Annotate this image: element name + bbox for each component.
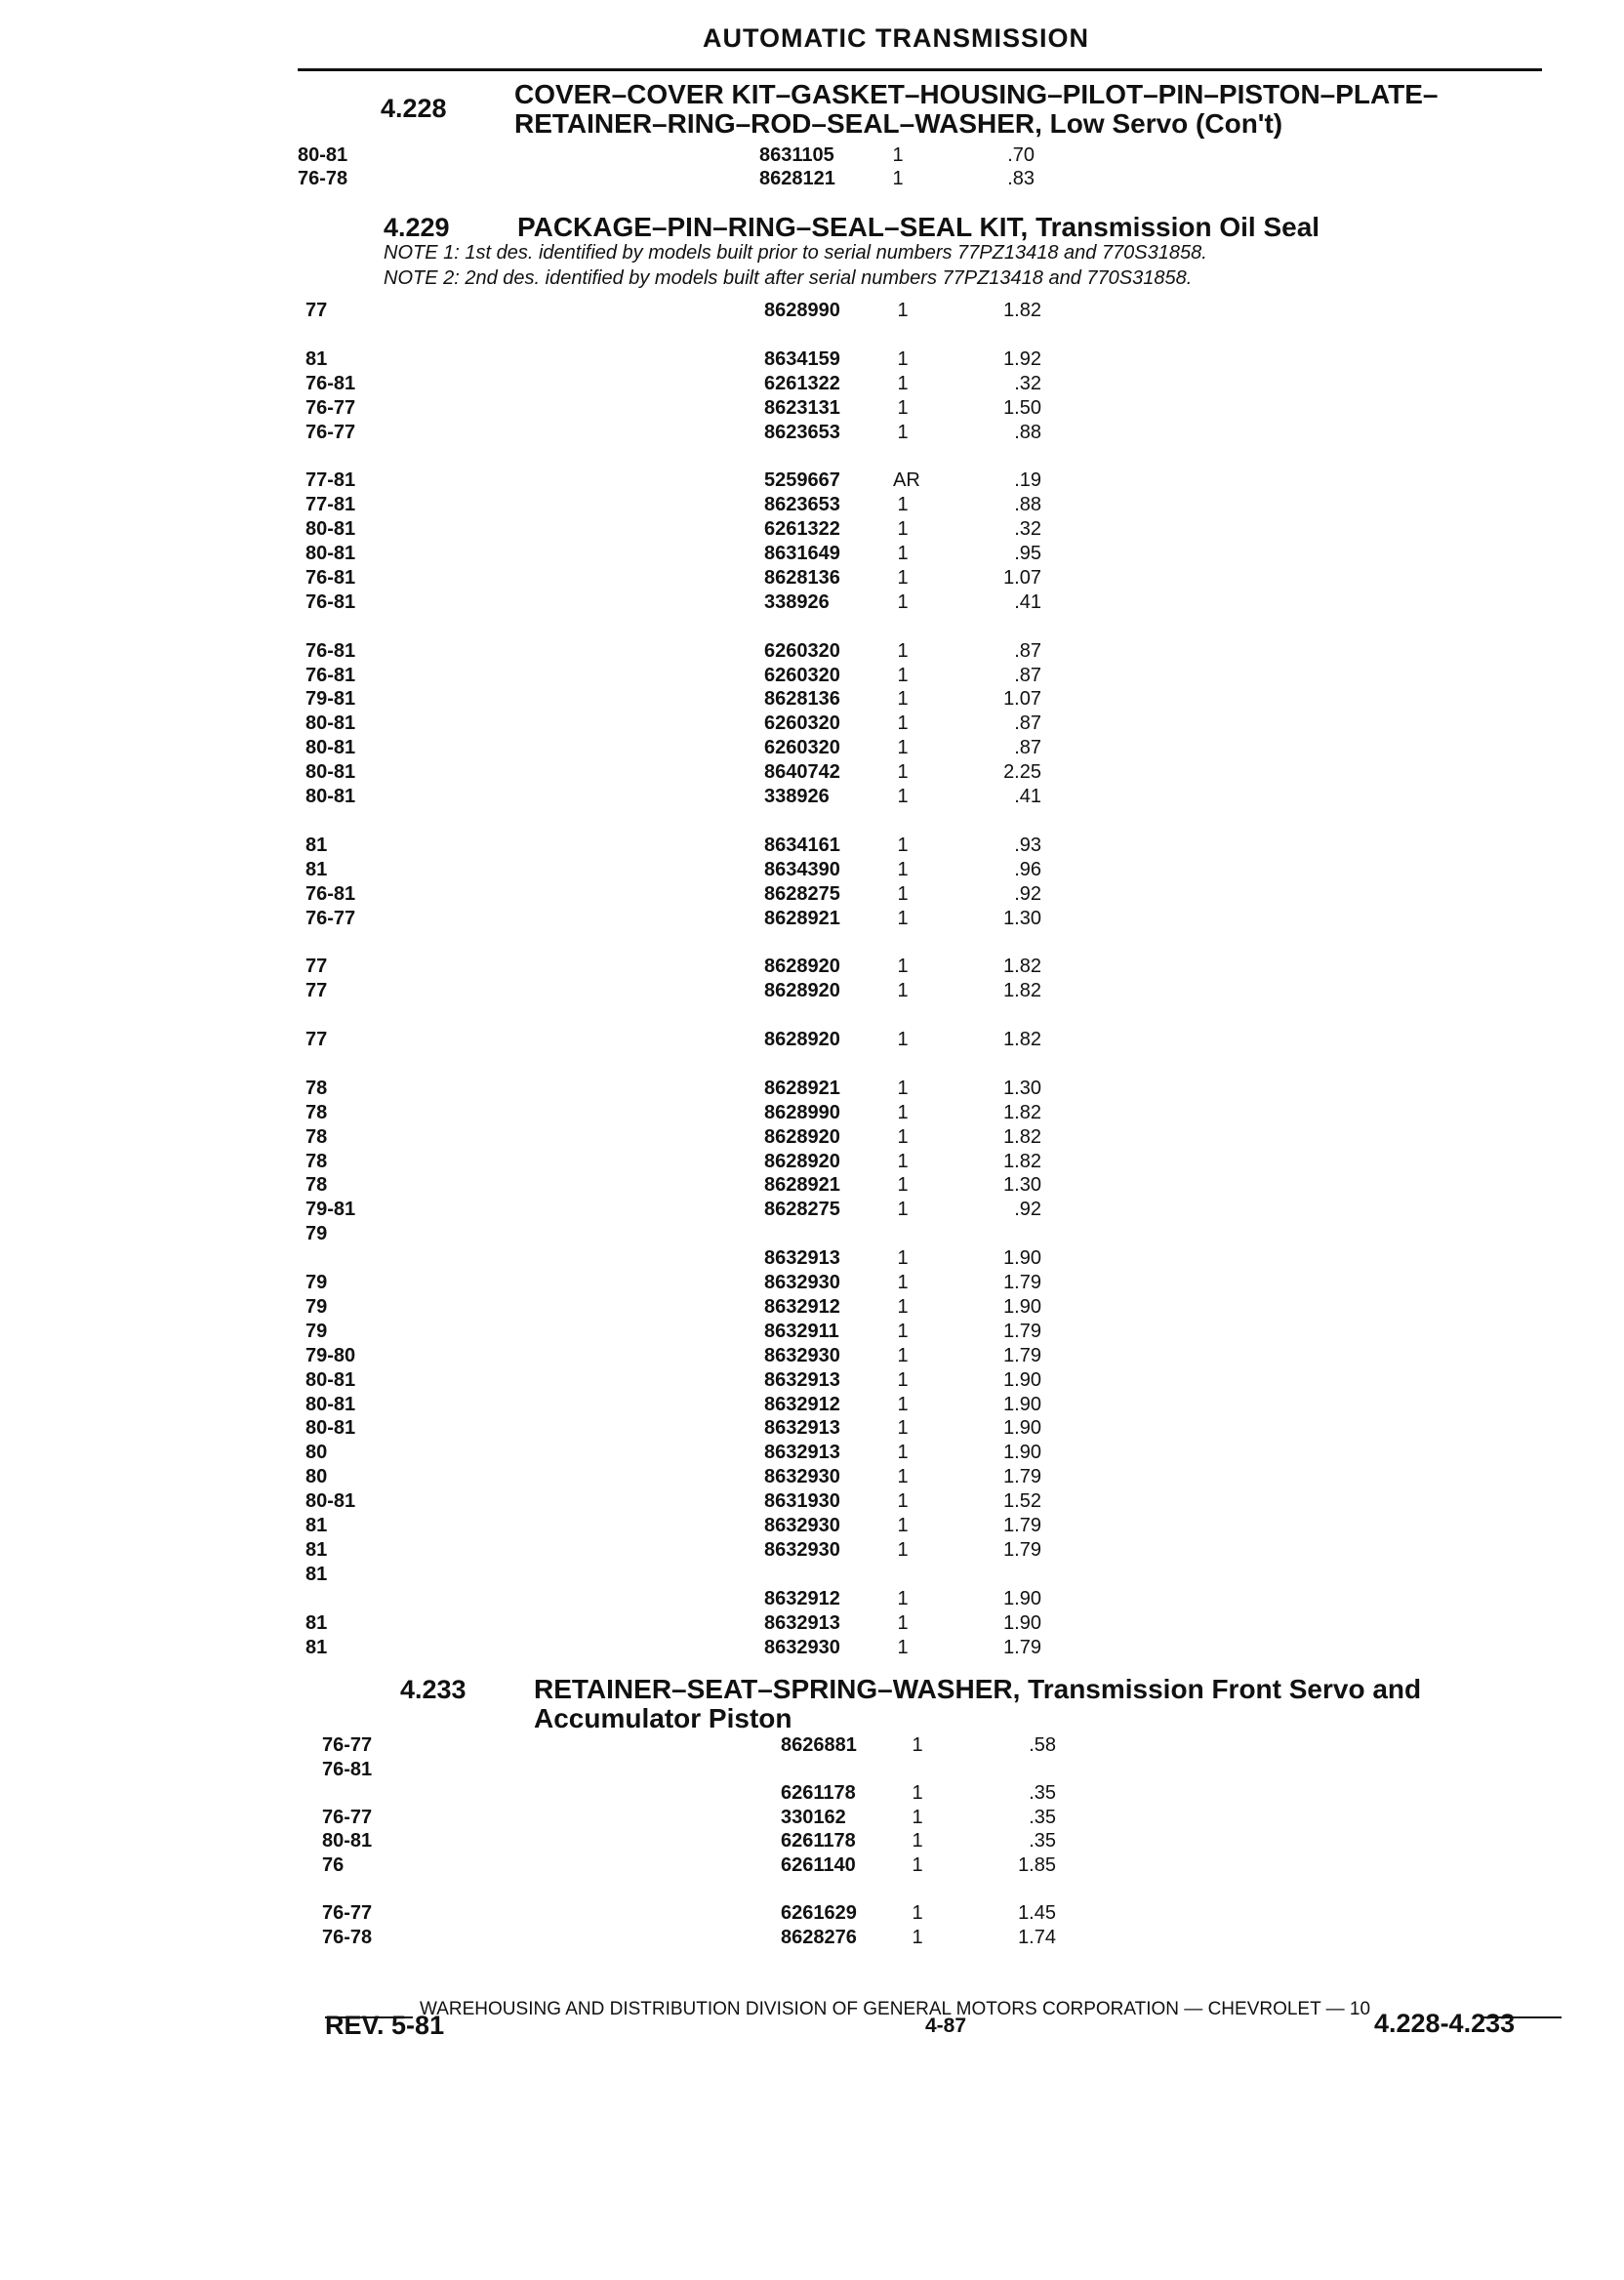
table-row [0, 1465, 1624, 1488]
price: 1.90 [1003, 1587, 1041, 1609]
table-row [0, 1150, 1624, 1173]
model-years: 80-81 [305, 543, 356, 564]
quantity: 1 [897, 1515, 909, 1536]
price: 1.79 [1003, 1272, 1041, 1293]
model-years: 76-81 [305, 372, 356, 394]
quantity: 1 [897, 518, 909, 541]
price: .32 [1014, 372, 1041, 394]
price: .87 [1014, 664, 1041, 686]
quantity: 1 [897, 590, 909, 613]
table-row [0, 1636, 1624, 1659]
section-4-229 [384, 213, 1555, 246]
part-number: 8628276 [781, 1926, 857, 1948]
table-row [0, 955, 1624, 978]
part-number: 5259667 [764, 469, 840, 492]
quantity: 1 [897, 372, 909, 394]
price: 1.82 [1003, 1150, 1041, 1172]
quantity: 1 [897, 786, 909, 807]
model-years: 78 [305, 1150, 328, 1172]
quantity: 1 [897, 1538, 909, 1561]
price: .41 [1014, 590, 1041, 613]
table-row [0, 1077, 1624, 1100]
price: 1.79 [1003, 1320, 1041, 1342]
model-years: 78 [305, 1174, 328, 1197]
quantity: 1 [897, 1101, 909, 1123]
model-years: 80-81 [305, 786, 356, 807]
price: .83 [1007, 168, 1035, 189]
table-row [0, 493, 1624, 516]
table-row [0, 167, 1624, 190]
part-number: 8623131 [764, 396, 840, 419]
table-row [0, 639, 1624, 663]
table-row [0, 396, 1624, 420]
quantity: 1 [897, 882, 909, 905]
quantity: 1 [897, 712, 909, 735]
price: .58 [1029, 1734, 1056, 1756]
part-number: 8628990 [764, 1101, 840, 1123]
quantity: 1 [897, 421, 909, 443]
part-number: 338926 [764, 590, 830, 613]
model-years: 76-77 [322, 1734, 373, 1756]
model-years: 81 [305, 858, 328, 880]
table-row [0, 834, 1624, 857]
model-years: 80-81 [305, 712, 356, 735]
table-row [0, 907, 1624, 930]
table-row [0, 1295, 1624, 1319]
price: .87 [1014, 712, 1041, 735]
revision-label: REV. 5-81 [325, 2011, 445, 2040]
part-number: 8632930 [764, 1272, 840, 1293]
part-number: 8628136 [764, 566, 840, 589]
section-4-233 [400, 1675, 1571, 1737]
table-row [0, 566, 1624, 590]
table-row [0, 1563, 1624, 1609]
table-row [0, 517, 1624, 541]
price: .35 [1029, 1806, 1056, 1828]
price: 1.30 [1003, 907, 1041, 929]
price: 1.82 [1003, 980, 1041, 1002]
part-number: 8628921 [764, 907, 840, 929]
table-row [0, 1926, 1624, 1949]
model-years: 76-81 [305, 590, 356, 613]
price: 1.45 [1018, 1902, 1056, 1925]
part-number: 8628920 [764, 1029, 840, 1050]
price: .88 [1014, 494, 1041, 516]
part-number: 8628920 [764, 1125, 840, 1148]
quantity: 1 [897, 1636, 909, 1658]
part-number: 8628921 [764, 1077, 840, 1099]
section-number: 4.233 [400, 1675, 467, 1704]
price: 1.82 [1003, 956, 1041, 978]
part-number: 8628990 [764, 300, 840, 321]
part-number: 6260320 [764, 737, 840, 759]
model-years: 80-81 [305, 1368, 356, 1391]
quantity: 1 [897, 1417, 909, 1440]
quantity: AR [893, 469, 920, 492]
part-number: 6261178 [781, 1782, 856, 1805]
quantity: 1 [897, 543, 909, 564]
part-number: 8632911 [764, 1320, 839, 1342]
part-number: 8632930 [764, 1515, 840, 1536]
part-number: 6261178 [781, 1830, 856, 1852]
model-years: 80-81 [305, 518, 356, 541]
table-row [0, 785, 1624, 808]
price: .87 [1014, 737, 1041, 759]
quantity: 1 [897, 1199, 909, 1221]
part-number: 8628920 [764, 980, 840, 1002]
quantity: 1 [912, 1830, 923, 1852]
section-range: 4.228-4.233 [1374, 2009, 1516, 2038]
quantity: 1 [897, 907, 909, 929]
part-number: 8628920 [764, 956, 840, 978]
table-row [0, 1271, 1624, 1294]
part-number: 338926 [764, 786, 830, 807]
model-years: 76-81 [305, 882, 356, 905]
price: 1.79 [1003, 1344, 1041, 1366]
price: 1.79 [1003, 1466, 1041, 1488]
model-years: 78 [305, 1077, 328, 1099]
model-years: 76 [322, 1854, 345, 1876]
part-number: 8634161 [764, 834, 840, 856]
quantity: 1 [897, 300, 909, 321]
part-number: 8632913 [764, 1417, 840, 1440]
price: 1.82 [1003, 300, 1041, 321]
quantity: 1 [897, 858, 909, 880]
quantity: 1 [897, 1174, 909, 1197]
quantity: 1 [897, 1150, 909, 1172]
price: 1.92 [1003, 347, 1041, 370]
quantity: 1 [912, 1926, 923, 1948]
quantity: 1 [897, 980, 909, 1002]
model-years: 81 [305, 1563, 328, 1585]
table-row [0, 1611, 1624, 1635]
model-years: 77 [305, 956, 328, 978]
model-years: 79-81 [305, 688, 356, 711]
price: .95 [1014, 543, 1041, 564]
table-row [0, 421, 1624, 444]
model-years: 81 [305, 1515, 328, 1536]
quantity: 1 [897, 1442, 909, 1464]
table-row [0, 299, 1624, 322]
table-row [0, 858, 1624, 881]
price: 1.07 [1003, 566, 1041, 589]
price: 2.25 [1003, 761, 1041, 784]
part-number: 8631105 [759, 144, 834, 166]
model-years: 77 [305, 1029, 328, 1050]
part-number: 8632913 [764, 1247, 840, 1270]
price: 1.90 [1003, 1247, 1041, 1270]
model-years: 78 [305, 1101, 328, 1123]
model-years: 81 [305, 347, 328, 370]
footer-division: WAREHOUSING AND DISTRIBUTION DIVISION OF GENERAL MOTORS CORPORATION — CHEVROLET — 10 [420, 1999, 1371, 2019]
section-4-228 [381, 80, 1552, 142]
table-row [0, 1489, 1624, 1513]
part-number: 8632913 [764, 1368, 840, 1391]
part-number: 6261322 [764, 518, 840, 541]
part-number: 6261140 [781, 1854, 856, 1876]
table-row [0, 1320, 1624, 1343]
quantity: 1 [897, 639, 909, 662]
table-row [0, 1829, 1624, 1852]
part-number: 6260320 [764, 712, 840, 735]
model-years: 76-81 [305, 566, 356, 589]
part-number: 8628920 [764, 1150, 840, 1172]
quantity: 1 [897, 1466, 909, 1488]
part-number: 8632913 [764, 1611, 840, 1634]
quantity: 1 [897, 664, 909, 686]
quantity: 1 [897, 566, 909, 589]
model-years: 76-81 [305, 664, 356, 686]
model-years: 81 [305, 1538, 328, 1561]
part-number: 8628275 [764, 1199, 840, 1221]
model-years: 76-77 [305, 907, 356, 929]
quantity: 1 [912, 1854, 923, 1876]
table-row [0, 1125, 1624, 1149]
price: 1.90 [1003, 1611, 1041, 1634]
model-years: 77 [305, 300, 328, 321]
part-number: 6261629 [781, 1902, 857, 1925]
part-number: 8632912 [764, 1295, 840, 1318]
price: .70 [1007, 144, 1035, 166]
table-row [0, 1028, 1624, 1051]
section-number: 4.229 [384, 213, 450, 242]
quantity: 1 [892, 168, 904, 189]
quantity: 1 [892, 144, 904, 166]
table-row [0, 712, 1624, 735]
model-years: 81 [305, 1636, 328, 1658]
table-row [0, 1733, 1624, 1757]
model-years: 79 [305, 1320, 328, 1342]
table-row [0, 687, 1624, 711]
model-years: 80-81 [305, 761, 356, 784]
price: .87 [1014, 639, 1041, 662]
table-row [0, 1538, 1624, 1562]
section-title: RETAINER–SEAT–SPRING–WASHER, Transmission Front Servo and Accumulator Piston [534, 1674, 1422, 1733]
table-row [0, 542, 1624, 565]
price: .88 [1014, 421, 1041, 443]
part-number: 8626881 [781, 1734, 857, 1756]
quantity: 1 [897, 1490, 909, 1513]
price: 1.82 [1003, 1125, 1041, 1148]
model-years: 76-77 [322, 1806, 373, 1828]
table-row [0, 979, 1624, 1002]
table-row [0, 590, 1624, 614]
quantity: 1 [897, 396, 909, 419]
part-number: 8631930 [764, 1490, 840, 1513]
price: 1.74 [1018, 1926, 1056, 1948]
part-number: 8628275 [764, 882, 840, 905]
table-row [0, 468, 1624, 492]
quantity: 1 [897, 688, 909, 711]
model-years: 76-77 [322, 1902, 373, 1925]
part-number: 6261322 [764, 372, 840, 394]
quantity: 1 [897, 1344, 909, 1366]
part-number: 8628121 [759, 168, 835, 189]
model-years: 80-81 [305, 737, 356, 759]
model-years: 77 [305, 980, 328, 1002]
quantity: 1 [897, 1077, 909, 1099]
price: .32 [1014, 518, 1041, 541]
model-years: 76-81 [305, 639, 356, 662]
model-years: 76-78 [322, 1926, 373, 1948]
price: .92 [1014, 882, 1041, 905]
price: 1.82 [1003, 1101, 1041, 1123]
model-years: 76-81 [322, 1758, 373, 1780]
quantity: 1 [897, 1393, 909, 1415]
part-number: 8632913 [764, 1442, 840, 1464]
model-years: 80-81 [322, 1830, 373, 1852]
model-years: 79 [305, 1295, 328, 1318]
quantity: 1 [897, 1125, 909, 1148]
quantity: 1 [912, 1806, 923, 1828]
part-number: 8632930 [764, 1344, 840, 1366]
table-row [0, 1416, 1624, 1440]
quantity: 1 [897, 956, 909, 978]
table-row [0, 1344, 1624, 1367]
model-years: 80-81 [305, 1393, 356, 1415]
part-number: 8628136 [764, 688, 840, 711]
part-number: 8632930 [764, 1636, 840, 1658]
part-number: 8628921 [764, 1174, 840, 1197]
price: 1.85 [1018, 1854, 1056, 1876]
table-row [0, 882, 1624, 906]
model-years: 76-78 [298, 168, 348, 189]
note-2: NOTE 2: 2nd des. identified by models built after serial numbers 77PZ13418 and 770S31858. [384, 267, 1193, 289]
quantity: 1 [897, 834, 909, 856]
quantity: 1 [912, 1782, 923, 1805]
quantity: 1 [897, 1295, 909, 1318]
price: 1.90 [1003, 1368, 1041, 1391]
table-row [0, 1514, 1624, 1537]
price: 1.90 [1003, 1417, 1041, 1440]
price: 1.90 [1003, 1442, 1041, 1464]
price: 1.90 [1003, 1393, 1041, 1415]
part-number: 6260320 [764, 664, 840, 686]
quantity: 1 [897, 1029, 909, 1050]
quantity: 1 [897, 1368, 909, 1391]
quantity: 1 [897, 347, 909, 370]
price: .41 [1014, 786, 1041, 807]
section-title: PACKAGE–PIN–RING–SEAL–SEAL KIT, Transmission Oil Seal [517, 212, 1320, 242]
price: .35 [1029, 1782, 1056, 1805]
price: .35 [1029, 1830, 1056, 1852]
part-number: 8632930 [764, 1466, 840, 1488]
note-1: NOTE 1: 1st des. identified by models built prior to serial numbers 77PZ13418 and 770S31858. [384, 242, 1207, 264]
quantity: 1 [897, 494, 909, 516]
model-years: 76-77 [305, 421, 356, 443]
table-row [0, 347, 1624, 371]
part-number: 8623653 [764, 494, 840, 516]
model-years: 79-80 [305, 1344, 356, 1366]
page-number: 4-87 [925, 2015, 967, 2037]
section-title: COVER–COVER KIT–GASKET–HOUSING–PILOT–PIN–PISTON–PLATE– RETAINER–RING–ROD–SEAL–WASHER, Low Servo (Con't) [514, 79, 1439, 139]
quantity: 1 [912, 1902, 923, 1925]
table-row [0, 372, 1624, 395]
price: 1.79 [1003, 1515, 1041, 1536]
model-years: 80 [305, 1466, 328, 1488]
part-number: 8623653 [764, 421, 840, 443]
model-years: 81 [305, 834, 328, 856]
table-row [0, 1758, 1624, 1805]
quantity: 1 [897, 1587, 909, 1609]
price: 1.30 [1003, 1077, 1041, 1099]
quantity: 1 [897, 1272, 909, 1293]
quantity: 1 [897, 737, 909, 759]
price: .96 [1014, 858, 1041, 880]
table-row [0, 1393, 1624, 1416]
model-years: 80-81 [298, 144, 348, 166]
part-number: 8632912 [764, 1393, 840, 1415]
table-row [0, 1853, 1624, 1877]
quantity: 1 [897, 1611, 909, 1634]
table-row [0, 664, 1624, 687]
price: .93 [1014, 834, 1041, 856]
price: .92 [1014, 1199, 1041, 1221]
model-years: 77-81 [305, 494, 356, 516]
table-row [0, 1368, 1624, 1392]
model-years: 80-81 [305, 1417, 356, 1440]
model-years: 79 [305, 1223, 328, 1245]
part-number: 330162 [781, 1806, 846, 1828]
table-row [0, 1198, 1624, 1221]
price: 1.07 [1003, 688, 1041, 711]
price: 1.30 [1003, 1174, 1041, 1197]
table-row [0, 1101, 1624, 1124]
model-years: 76-77 [305, 396, 356, 419]
header-rule [298, 68, 1542, 71]
model-years: 79-81 [305, 1199, 356, 1221]
quantity: 1 [897, 761, 909, 784]
price: 1.79 [1003, 1538, 1041, 1561]
price: 1.52 [1003, 1490, 1041, 1513]
page-header-title: AUTOMATIC TRANSMISSION [703, 23, 1089, 53]
part-number: 8634159 [764, 347, 840, 370]
price: .19 [1014, 469, 1041, 492]
model-years: 79 [305, 1272, 328, 1293]
part-number: 6260320 [764, 639, 840, 662]
model-years: 80 [305, 1442, 328, 1464]
quantity: 1 [897, 1247, 909, 1270]
price: 1.82 [1003, 1029, 1041, 1050]
price: 1.79 [1003, 1636, 1041, 1658]
table-row [0, 760, 1624, 784]
part-number: 8632912 [764, 1587, 840, 1609]
table-row [0, 736, 1624, 759]
part-number: 8640742 [764, 761, 840, 784]
table-row [0, 1441, 1624, 1464]
table-row [0, 1173, 1624, 1197]
table-row [0, 1901, 1624, 1925]
quantity: 1 [897, 1320, 909, 1342]
quantity: 1 [912, 1734, 923, 1756]
model-years: 77-81 [305, 469, 356, 492]
price: 1.50 [1003, 396, 1041, 419]
price: 1.90 [1003, 1295, 1041, 1318]
model-years: 78 [305, 1125, 328, 1148]
table-row [0, 1806, 1624, 1829]
model-years: 81 [305, 1611, 328, 1634]
table-row [0, 1222, 1624, 1270]
part-number: 8634390 [764, 858, 840, 880]
model-years: 80-81 [305, 1490, 356, 1513]
part-number: 8632930 [764, 1538, 840, 1561]
part-number: 8631649 [764, 543, 840, 564]
table-row [0, 143, 1624, 167]
section-number: 4.228 [381, 94, 447, 123]
